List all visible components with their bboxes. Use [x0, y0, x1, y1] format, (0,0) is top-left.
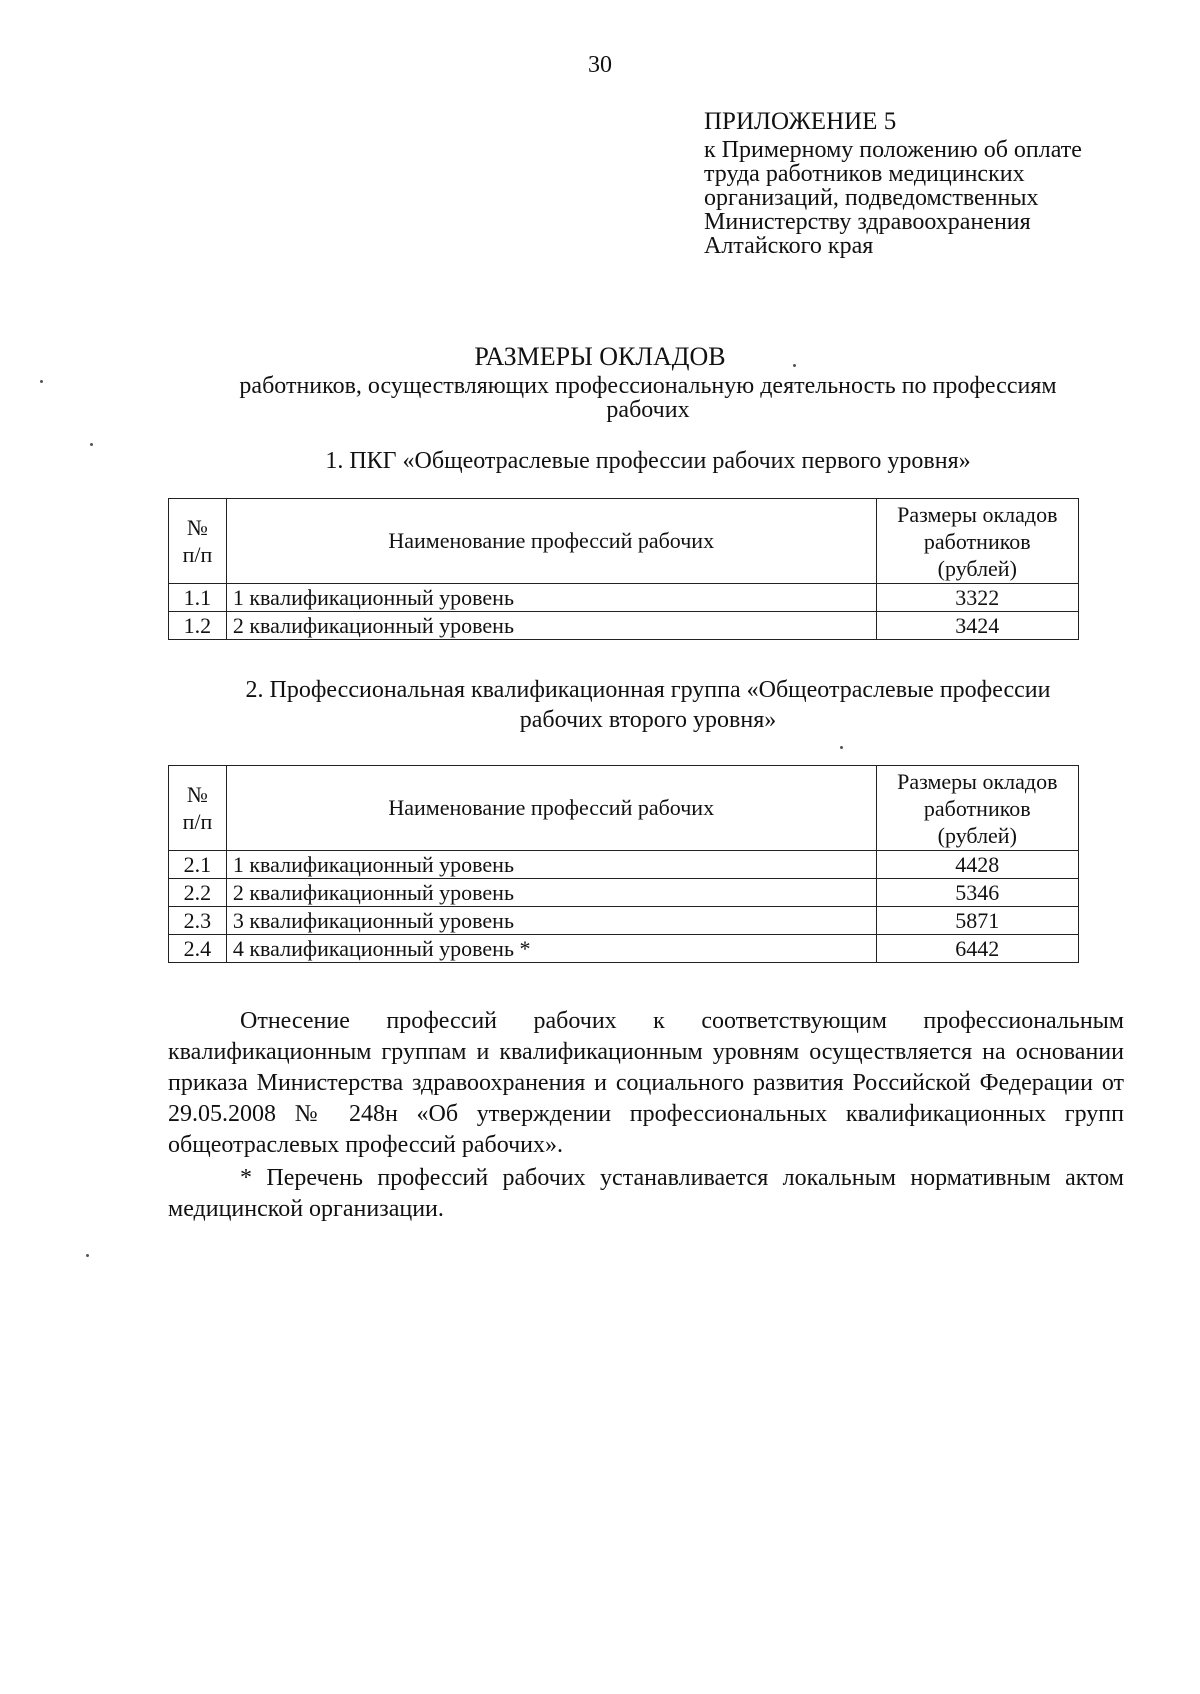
- header-size-line: (рублей): [937, 822, 1017, 848]
- row-number: 2.3: [169, 907, 227, 935]
- header-size-cell: [876, 766, 1078, 851]
- header-number-cell: [169, 766, 227, 851]
- subtitle-line: рабочих: [606, 397, 690, 423]
- salary-table-1: [168, 498, 1079, 640]
- header-name-cell: Наименование профессий рабочих: [226, 499, 876, 584]
- row-number: 2.4: [169, 935, 227, 963]
- section-2-heading-line: рабочих второго уровня»: [519, 707, 777, 733]
- row-value: 5346: [876, 879, 1078, 907]
- row-name: 2 квалификационный уровень: [226, 879, 876, 907]
- note-text: Отнесение профессий рабочих к соответствующим профессиональным квалификационным группам и квалификационным уровням осуществляется на основании приказа Министерства здравоохранения и социального развития Российской Федерации от 29.05.2008 № 248н «Об утверждении профессиональных квалификационных групп общеотраслевых профессий рабочих».: [168, 1008, 1124, 1158]
- header-number-line: п/п: [182, 542, 213, 567]
- row-value: 5871: [876, 907, 1078, 935]
- row-name: 3 квалификационный уровень: [226, 907, 876, 935]
- salary-table-2: [168, 765, 1079, 963]
- header-size-line: работников: [923, 795, 1031, 821]
- page-number: 30: [588, 52, 612, 78]
- appendix-title: ПРИЛОЖЕНИЕ 5: [704, 108, 897, 135]
- row-name: 4 квалификационный уровень *: [226, 935, 876, 963]
- footnote-paragraph: [168, 1163, 1124, 1225]
- subtitle-line: работников, осуществляющих профессиональную деятельность по профессиям: [239, 373, 1057, 399]
- table-row: [169, 612, 1079, 640]
- section-2-heading: [168, 675, 1128, 735]
- header-number-line: п/п: [182, 809, 213, 834]
- appendix-line: Алтайского края: [704, 233, 874, 259]
- scan-speck: [793, 364, 796, 367]
- table-header-row: [169, 499, 1079, 584]
- row-value: 3424: [876, 612, 1078, 640]
- table-row: [169, 584, 1079, 612]
- table-header-row: [169, 766, 1079, 851]
- header-number-line: №: [186, 515, 208, 540]
- row-value: 6442: [876, 935, 1078, 963]
- document-subtitle: [168, 374, 1128, 422]
- header-number-line: №: [186, 782, 208, 807]
- table-row: [169, 851, 1079, 879]
- scan-speck: [86, 1254, 89, 1257]
- row-value: 3322: [876, 584, 1078, 612]
- header-size-line: работников: [923, 528, 1031, 554]
- document-title: РАЗМЕРЫ ОКЛАДОВ: [474, 342, 726, 371]
- row-number: 2.2: [169, 879, 227, 907]
- header-size-line: (рублей): [937, 555, 1017, 581]
- section-2-heading-line: 2. Профессиональная квалификационная группа «Общеотраслевые профессии: [245, 677, 1051, 703]
- note-paragraph: [168, 1006, 1124, 1161]
- scan-speck: [40, 380, 43, 383]
- appendix-line: Министерству здравоохранения: [704, 209, 1031, 235]
- footnote-text: * Перечень профессий рабочих устанавливается локальным нормативным актом медицинской организации.: [168, 1165, 1124, 1222]
- scan-speck: [840, 746, 843, 749]
- row-name: 1 квалификационный уровень: [226, 584, 876, 612]
- appendix-line: труда работников медицинских: [704, 161, 1025, 187]
- row-value: 4428: [876, 851, 1078, 879]
- appendix-line: организаций, подведомственных: [704, 185, 1039, 211]
- row-number: 1.2: [169, 612, 227, 640]
- row-name: 1 квалификационный уровень: [226, 851, 876, 879]
- row-name: 2 квалификационный уровень: [226, 612, 876, 640]
- section-1-heading: 1. ПКГ «Общеотраслевые профессии рабочих первого уровня»: [325, 448, 971, 474]
- header-size-line: Размеры окладов: [897, 768, 1058, 794]
- header-number-cell: [169, 499, 227, 584]
- row-number: 2.1: [169, 851, 227, 879]
- appendix-block: [704, 108, 1144, 258]
- header-size-line: Размеры окладов: [897, 501, 1058, 527]
- appendix-line: к Примерному положению об оплате: [704, 137, 1082, 163]
- header-size-cell: [876, 499, 1078, 584]
- scan-speck: [90, 443, 93, 446]
- table-row: [169, 879, 1079, 907]
- header-name-cell: Наименование профессий рабочих: [226, 766, 876, 851]
- table-row: [169, 935, 1079, 963]
- row-number: 1.1: [169, 584, 227, 612]
- table-row: [169, 907, 1079, 935]
